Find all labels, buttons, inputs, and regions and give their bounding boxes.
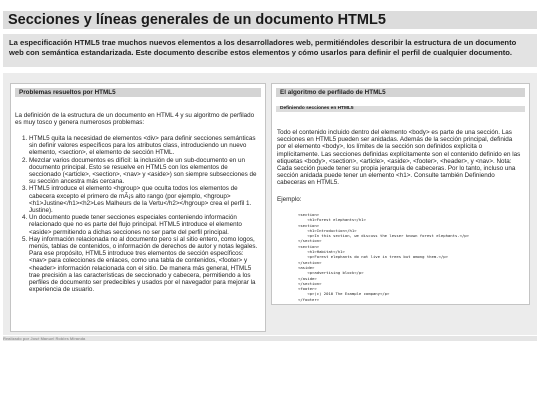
example-label: Ejemplo: — [277, 196, 302, 203]
footer-credit: Realizado por José Manuel Robles Miranda — [3, 336, 86, 341]
algorithm-title: El algoritmo de perfilado de HTML5 — [276, 88, 525, 97]
problems-list — [15, 135, 259, 293]
page-title: Secciones y líneas generales de un documento HTML5 — [8, 12, 386, 28]
list-item: 3. HTML5 introduce el elemento <hgroup> que oculta todos los elementos de cabecera excepto el primero de mÃ¡s alto rango (por ejemplo, <hgroup><h1>Justine</h1><h2>Les Malheurs de la Vertu</h2></hgroup> crea el perfil 1. Justine). — [29, 185, 259, 214]
list-item: 4. Un documento puede tener secciones especiales conteniendo información relacionado que no es parte del flujo principal. HTML5 introduce el elemento <aside> permitiendo a dichas secciones no ser parte del perfil principal. — [29, 214, 259, 236]
list-item: 1. HTML5 quita la necesidad de elementos <div> para definir secciones semánticas sin definir valores específicos para los atributos class, introduciendo un nuevo elemento, <section>, el elemento de sección HTML. — [29, 135, 259, 157]
problems-section — [10, 83, 266, 332]
page-header — [3, 11, 537, 29]
main-content — [3, 73, 537, 335]
intro-text: La especificación HTML5 trae muchos nuevos elementos a los desarrolladores web, permitiéndoles describir la estructura de un documento web con semántica estandarizada. Este documento describe estos elementos y cómo usarlos para definir el perfil de cualquier documento. — [9, 38, 517, 57]
problems-intro: La definición de la estructura de un documento en HTML 4 y su algoritmo de perfilado es muy tosco y genera numerosos problemas: — [15, 112, 255, 127]
algorithm-subtitle: Definiendo secciones en HTML5 — [276, 106, 525, 112]
intro-banner — [3, 34, 537, 67]
list-item: 2. Mezclar varios documentos es difícil: la inclusión de un sub-documento en un documento principal. Esto se resuelve en HTML5 con los elementos de seccionado (<article>, <section>, <nav> y <aside>) son siempre subsecciones de su sección ancestra más cercana. — [29, 157, 259, 186]
list-item: 5. Hay información relacionada no al documento pero sí al sitio entero, como logos, menús, tablas de contenidos, o información de derechos de autor y notas legales. Para ese propósito, HTML5 introduce tres elementos de sección específicos: <nav> para colecciones de enlaces, como una tabla de contenidos, <footer> y <header> información relacionada con el sitio. De manera más general, HTML5 trae precisión a las características de seccionado y cabecera, permitiendo a los perfiles de documento ser predecibles y usados por el navegador para mejorar la experiencia de usuario. — [29, 236, 259, 294]
algorithm-section — [271, 83, 530, 305]
page-footer — [3, 336, 537, 341]
algorithm-body: Todo el contenido incluido dentro del elemento <body> es parte de una sección. Las secciones en HTML5 pueden ser anidadas. Además de la sección principal, definida por el elemento <body>, los límites de la sección son definidos explícita o implícitamente. Las secciones definidas explícitamente son el contenido definido en las etiquetas <body>, <section>, <article>, <aside>, <footer>, <header>, y <nav>. Nota: Cada sección puede tener su propia jerarquía de cabeceras. Por lo tanto, incluso una sección anidada puede tener un elemento <h1>. Consulte también Definiendo cabeceras en HTML5. — [277, 129, 521, 187]
code-example: <section> <h1>Forest elephants</h1> <section> <h1>Introduction</h1> <p>In this section, we discuss the lesser known forest elephants.</p> </section> <section> <h1>Habitat</h1> <p>Forest elephants do not live in trees but among them.</p> </section> <aside> <p>advertising block</p> </aside> </section> <footer> <p>(c) 2010 The Example company</p> </footer> — [298, 212, 469, 302]
problems-title: Problemas resueltos por HTML5 — [15, 88, 261, 97]
